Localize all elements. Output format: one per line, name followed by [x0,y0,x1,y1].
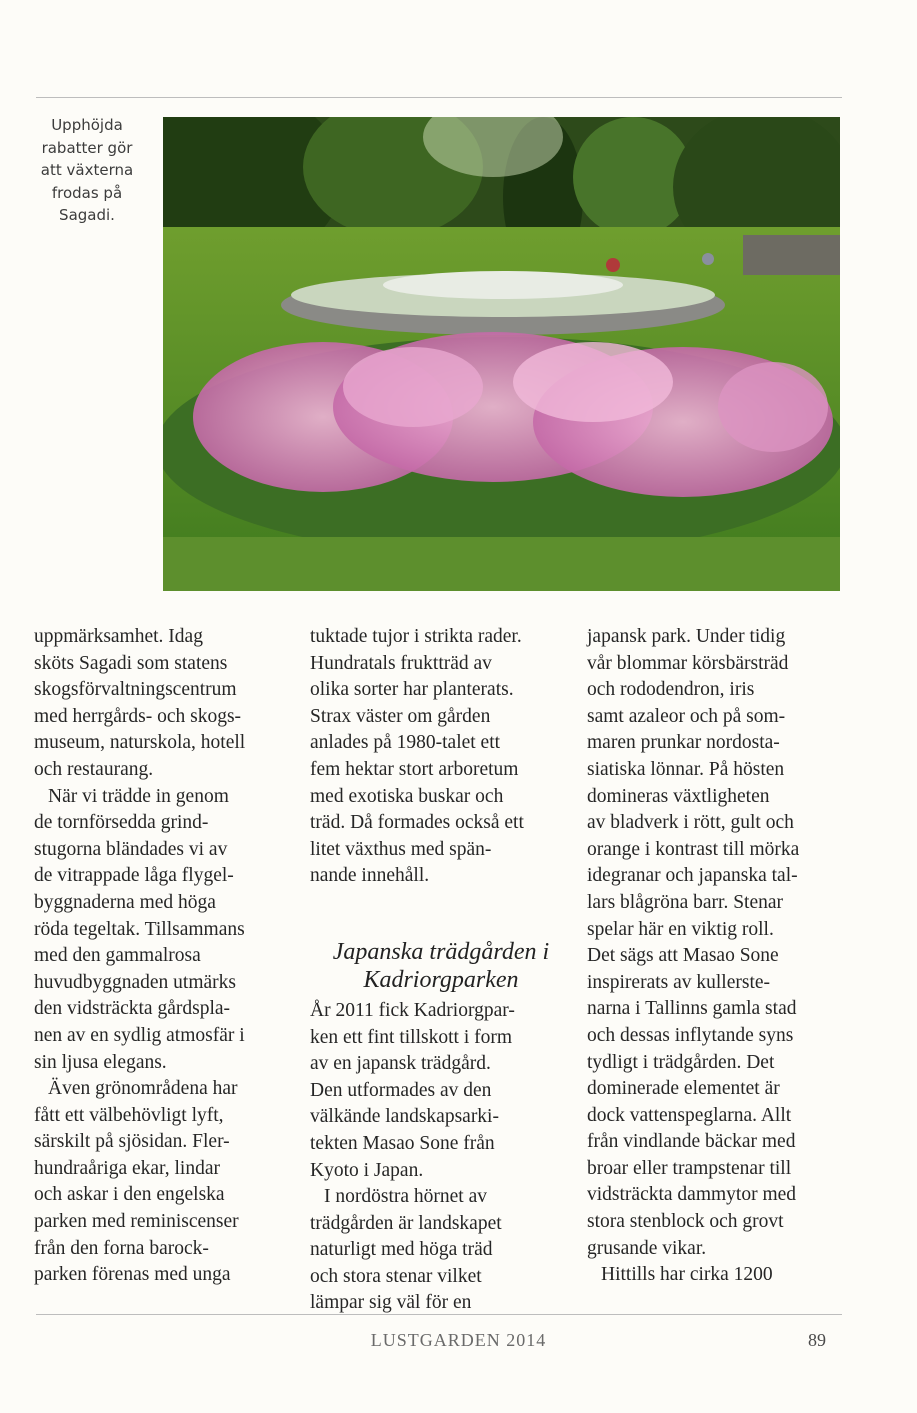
paragraph: Hittills har cirka 1200 [601,1264,773,1286]
paragraph: År 2011 fick Kadriorgpar- ken ett fint tillskott i form av en japansk trädgård. Den utformades av den välkände landskapsarki- tekten Masao Sone från Kyoto i Japan. [310,999,515,1181]
paragraph: japansk park. Under tidig vår blommar körsbärsträd och rododendron, iris samt azaleor och på som- maren prunkar nordosta- siatiska lönnar. På hösten domineras växtligheten av bladverk i rött, gult och orange i kontrast till mörka idegranar och japanska tal- lars blågröna barr. Stenar spelar här en viktig roll. Det sägs att Masao Sone inspirerats av kullerste- narna i Tallinns gamla stad och dessas inflytande syns tydligt i trädgården. Det dominerade elementet är dock vattenspeglarna. Allt från vindlande bäckar med broar eller trampstenar till vidsträckta dammytor med stora stenblock och grovt grusande vikar. [587,626,800,1259]
section-heading: Japanska trädgården i Kadriorgparken [332,938,550,993]
paragraph: När vi trädde in genom de tornförsedda grind- stugorna bländades vi av de vitrappade låga flygel- byggnaderna med höga röda tegeltak. Tillsammans med den gammalrosa huvudbyggnaden utmärks den vidsträckta gårdspla- nen av en sydlig atmosfär i sin ljusa elegans. [34,785,245,1073]
text-column-1 [34,624,294,1289]
footer-title: LUSTGARDEN 2014 [370,1330,547,1350]
bottom-rule [36,1314,842,1315]
paragraph: I nordöstra hörnet av trädgården är landskapet naturligt med höga träd och stora stenar vilket lämpar sig väl för en [310,1186,502,1314]
top-rule [36,97,842,98]
paragraph: tuktade tujor i strikta rader. Hundratals fruktträd av olika sorter har planterats. Strax väster om gården anlades på 1980-talet ett fem hektar stort arboretum med exotiska buskar och träd. Då formades också ett litet växthus med spän- nande innehåll. [310,626,524,887]
text-column-3 [587,624,849,1289]
paragraph: Även grönområdena har fått ett välbehövligt lyft, särskilt på sjösidan. Fler- hundraåriga ekar, lindar och askar i den engelska parken med reminiscenser från den forna barock- parken förenas med unga [34,1078,239,1286]
paragraph: uppmärksamhet. Idag sköts Sagadi som statens skogsförvaltningscentrum med herrgårds- och skogs- museum, naturskola, hotell och restaurang. [34,626,246,780]
page-number: 89 [808,1330,826,1350]
garden-photo-illustration [163,117,840,591]
photo-caption: Upphöjda rabatter gör att växterna frodas på Sagadi. [40,116,134,224]
garden-photo [163,117,840,591]
text-column-2 [310,624,572,1317]
